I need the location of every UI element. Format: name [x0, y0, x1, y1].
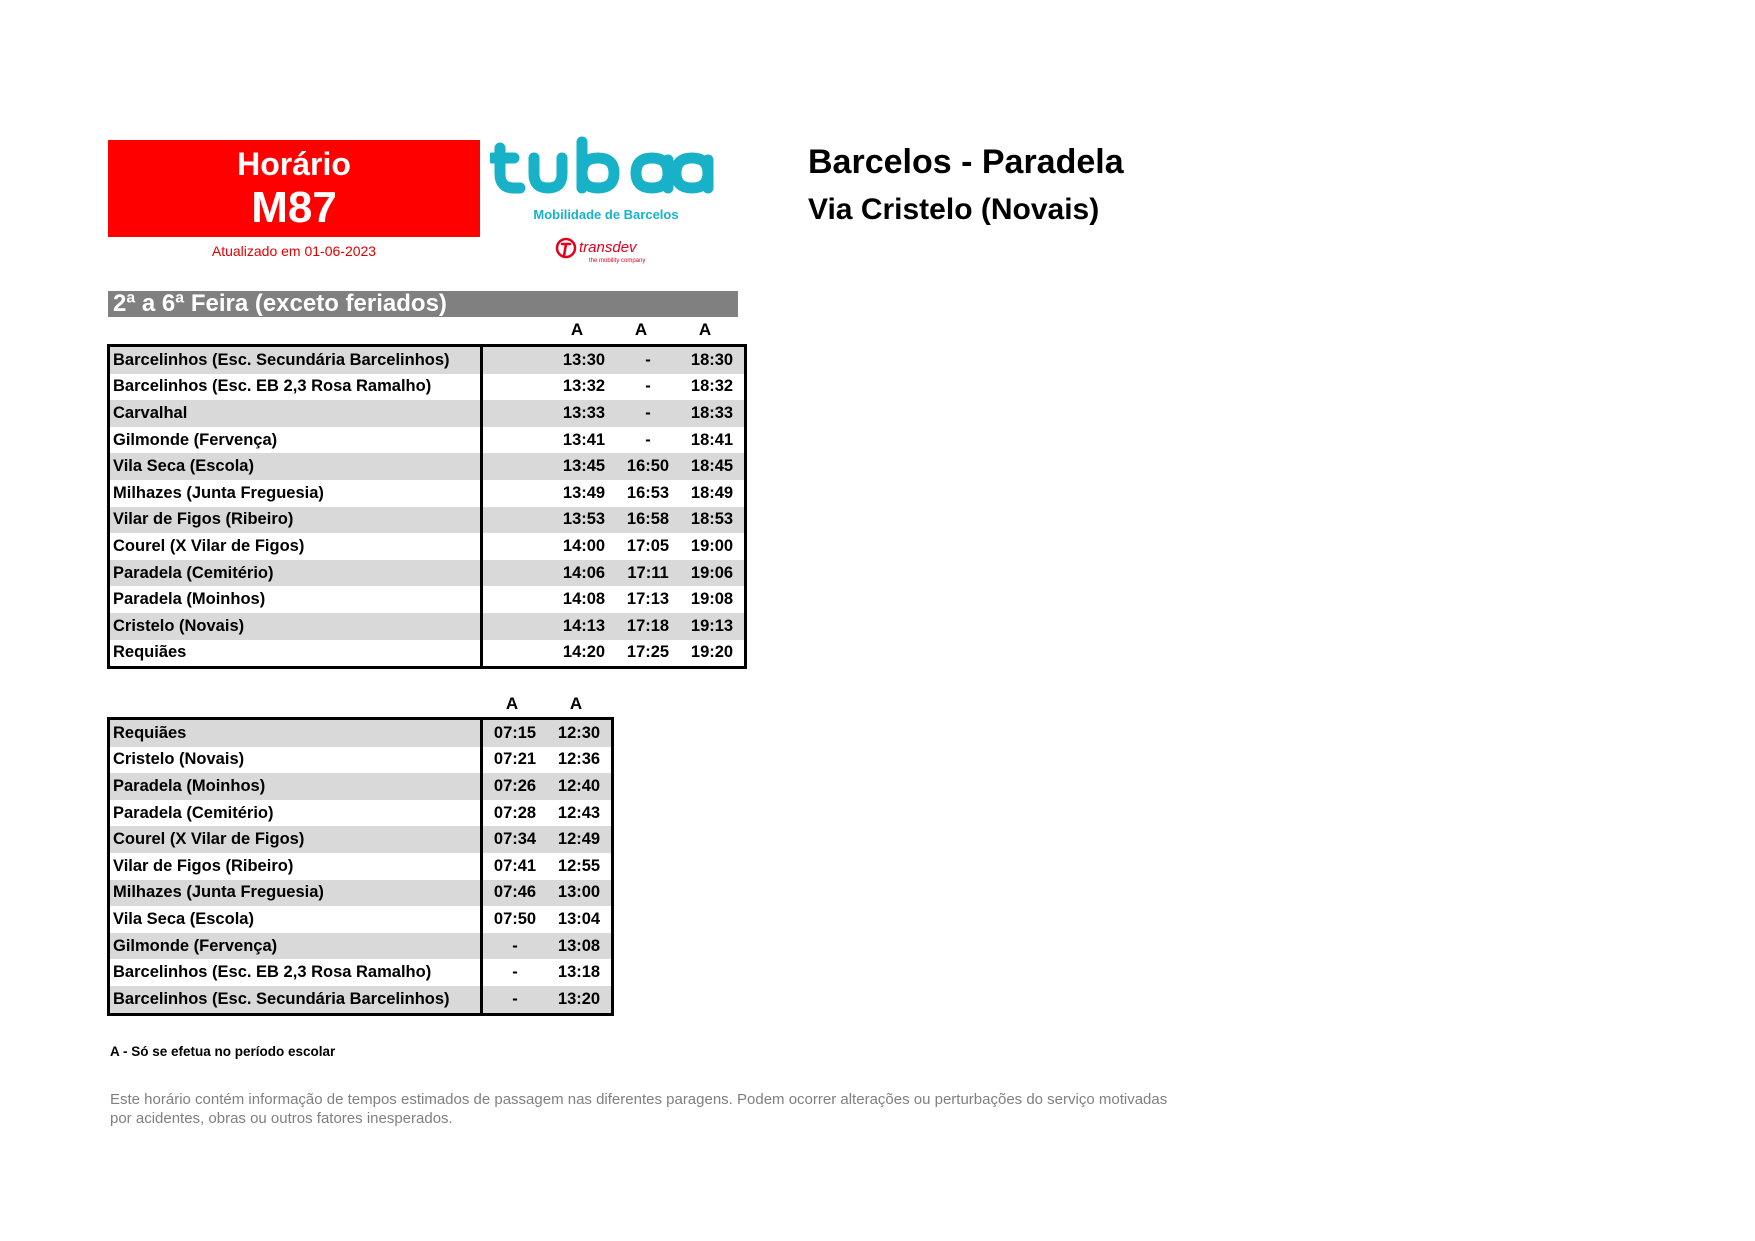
departure-time: 14:13: [552, 613, 616, 640]
departure-time: 17:18: [616, 613, 680, 640]
departure-time: 18:49: [690, 483, 734, 502]
stop-name: Barcelinhos (Esc. Secundária Barcelinhos): [109, 986, 482, 1014]
column-header: A: [570, 320, 584, 339]
updated-date: Atualizado em 01-06-2023: [211, 243, 377, 259]
table-row: [109, 613, 746, 640]
stop-name: Milhazes (Junta Freguesia): [109, 480, 482, 507]
departure-time: 18:45: [680, 453, 746, 480]
departure-time: 07:15: [482, 719, 548, 747]
table-row: [109, 826, 613, 853]
route-title: Barcelos - Paradela: [808, 143, 1124, 181]
stop-name: Cristelo (Novais): [109, 747, 482, 774]
stop-name: Vila Seca (Escola): [109, 906, 482, 933]
table-row: [109, 480, 746, 507]
departure-time: 17:11: [616, 560, 680, 587]
stop-name: Vilar de Figos (Ribeiro): [109, 853, 482, 880]
logo-subtitle: Mobilidade de Barcelos: [533, 207, 679, 222]
stop-name: Requiães: [109, 719, 482, 747]
departure-time: 07:50: [493, 909, 537, 928]
stop-name: Carvalhal: [109, 400, 482, 427]
return-timetable: [107, 717, 614, 1016]
departure-time: 18:41: [690, 430, 734, 449]
stop-name: Milhazes (Junta Freguesia): [109, 880, 482, 907]
departure-time: 07:28: [493, 803, 537, 822]
stop-name: Barcelinhos (Esc. EB 2,3 Rosa Ramalho): [109, 959, 482, 986]
table-row: [109, 533, 746, 560]
departure-time: 14:20: [562, 643, 606, 662]
departure-time: -: [645, 430, 651, 449]
departure-time: 19:00: [690, 536, 734, 555]
stop-name: Paradela (Moinhos): [109, 773, 482, 800]
table-row: [109, 507, 746, 534]
schedule-label: Horário: [237, 146, 351, 182]
table-row: [109, 374, 746, 401]
departure-time: 12:55: [557, 856, 601, 875]
table-row: [109, 747, 613, 774]
table-row: [109, 560, 746, 587]
departure-time: 13:20: [547, 986, 613, 1014]
departure-time: 07:46: [482, 880, 548, 907]
departure-time: 19:13: [680, 613, 746, 640]
departure-time: 12:49: [547, 826, 613, 853]
departure-time: 17:05: [626, 536, 670, 555]
departure-time: -: [512, 963, 518, 982]
stop-name: Requiães: [109, 640, 482, 668]
stop-name: Courel (X Vilar de Figos): [109, 826, 482, 853]
stop-name: Gilmonde (Fervença): [109, 933, 482, 960]
disclaimer-line: por acidentes, obras ou outros fatores inesperados.: [110, 1110, 453, 1127]
table-row: [109, 427, 746, 454]
line-code: M87: [251, 183, 337, 232]
departure-time: 13:53: [552, 507, 616, 534]
table-row: [109, 800, 613, 827]
departure-time: 18:32: [690, 377, 734, 396]
line-badge: [108, 140, 480, 237]
table-row: [109, 959, 613, 986]
departure-time: 17:13: [626, 590, 670, 609]
departure-time: 13:00: [547, 880, 613, 907]
departure-time: 19:06: [680, 560, 746, 587]
table-row: [109, 640, 746, 668]
departure-time: 17:25: [626, 643, 670, 662]
departure-time: -: [482, 933, 548, 960]
table-row: [109, 986, 613, 1014]
stop-name: Courel (X Vilar de Figos): [109, 533, 482, 560]
stop-name: Cristelo (Novais): [109, 613, 482, 640]
operator-tagline: the mobility company: [589, 258, 646, 264]
column-header: A: [569, 694, 583, 713]
departure-time: -: [482, 986, 548, 1014]
column-header: A: [634, 320, 648, 339]
departure-time: 13:30: [552, 346, 616, 374]
departure-time: 12:40: [547, 773, 613, 800]
departure-time: 16:50: [616, 453, 680, 480]
departure-time: 13:49: [562, 483, 606, 502]
stop-name: Paradela (Cemitério): [109, 800, 482, 827]
departure-time: 13:32: [562, 377, 606, 396]
departure-time: 07:41: [493, 856, 537, 875]
departure-time: -: [616, 346, 680, 374]
stop-name: Vila Seca (Escola): [109, 453, 482, 480]
departure-time: -: [616, 400, 680, 427]
table-row: [109, 719, 613, 747]
departure-time: 19:08: [690, 590, 734, 609]
departure-time: 13:08: [547, 933, 613, 960]
departure-time: 13:04: [557, 909, 601, 928]
route-via: Via Cristelo (Novais): [808, 193, 1100, 226]
stop-name: Barcelinhos (Esc. EB 2,3 Rosa Ramalho): [109, 374, 482, 401]
departure-time: 18:33: [680, 400, 746, 427]
table-row: [109, 773, 613, 800]
table-row: [109, 906, 613, 933]
departure-time: 13:41: [562, 430, 606, 449]
departure-time: 13:33: [552, 400, 616, 427]
table-row: [109, 586, 746, 613]
departure-time: 18:30: [680, 346, 746, 374]
departure-time: 13:45: [552, 453, 616, 480]
departure-time: 07:34: [482, 826, 548, 853]
table-row: [109, 880, 613, 907]
departure-time: 19:20: [690, 643, 734, 662]
stop-name: Paradela (Moinhos): [109, 586, 482, 613]
table-row: [109, 453, 746, 480]
table-row: [109, 933, 613, 960]
transdev-logo: [555, 236, 655, 266]
departure-time: 18:53: [680, 507, 746, 534]
stop-name: Vilar de Figos (Ribeiro): [109, 507, 482, 534]
departure-time: 16:53: [626, 483, 670, 502]
departure-time: 14:08: [562, 590, 606, 609]
departure-time: 13:18: [557, 963, 601, 982]
disclaimer: [110, 1090, 1190, 1128]
column-header: A: [505, 694, 519, 713]
disclaimer-line: Este horário contém informação de tempos estimados de passagem nas diferentes paragens. Podem ocorrer alterações ou perturbações do serviço motivadas: [110, 1091, 1168, 1108]
departure-time: -: [645, 377, 651, 396]
stop-name: Barcelinhos (Esc. Secundária Barcelinhos): [109, 346, 482, 374]
departure-time: 12:30: [547, 719, 613, 747]
departure-time: 12:43: [557, 803, 601, 822]
operator-name: transdev: [579, 239, 637, 256]
outbound-timetable: [107, 344, 747, 669]
table-row: [109, 346, 746, 374]
departure-time: 12:36: [557, 750, 601, 769]
stop-name: Paradela (Cemitério): [109, 560, 482, 587]
departure-time: 07:21: [493, 750, 537, 769]
table-row: [109, 400, 746, 427]
column-header: A: [698, 320, 712, 339]
table-row: [109, 853, 613, 880]
departure-time: 14:00: [562, 536, 606, 555]
departure-time: 07:26: [482, 773, 548, 800]
stop-name: Gilmonde (Fervença): [109, 427, 482, 454]
section-title: 2ª a 6ª Feira (exceto feriados): [108, 291, 738, 317]
tuba-logo: [490, 136, 722, 206]
departure-time: 14:06: [552, 560, 616, 587]
departure-time: 16:58: [616, 507, 680, 534]
footnote: A - Só se efetua no período escolar: [110, 1044, 336, 1059]
